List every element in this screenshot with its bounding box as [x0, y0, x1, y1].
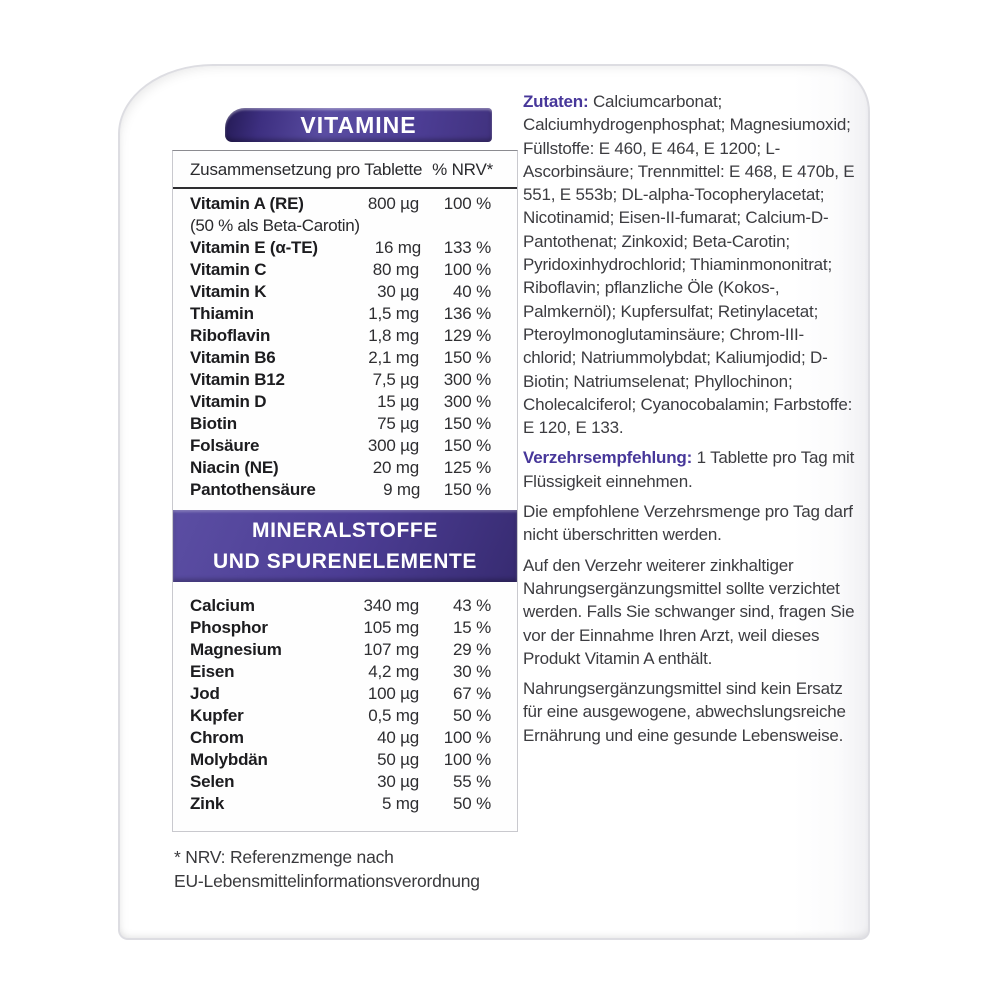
row-nrv: 150 %: [443, 414, 491, 433]
row-label: Vitamin D: [190, 392, 267, 411]
table-row: [190, 347, 491, 369]
table-row: [190, 413, 491, 435]
row-nrv: 100 %: [443, 750, 491, 769]
row-nrv: 133 %: [443, 238, 491, 257]
table-row: [190, 303, 491, 325]
nrv-footnote-line1: * NRV: Referenzmenge nach: [174, 847, 394, 867]
nrv-footnote: [174, 845, 534, 893]
row-amount: 30 µg: [377, 282, 419, 301]
row-nrv: 29 %: [453, 640, 491, 659]
row-label: Eisen: [190, 662, 235, 681]
row-nrv: 300 %: [443, 392, 491, 411]
table-header-composition: Zusammensetzung pro Tablette: [190, 160, 423, 179]
row-label: Folsäure: [190, 436, 260, 455]
table-row: [190, 639, 491, 661]
table-row: [190, 457, 491, 479]
table-row: [190, 705, 491, 727]
row-nrv: 50 %: [453, 706, 491, 725]
table-row: [190, 369, 491, 391]
row-amount: 100 µg: [367, 684, 419, 703]
row-amount: 300 µg: [367, 436, 419, 455]
row-amount: 340 mg: [363, 596, 419, 615]
advisory-paragraphs: [523, 500, 857, 747]
row-amount: 75 µg: [377, 414, 419, 433]
table-row: [190, 391, 491, 413]
table-header-nrv: % NRV*: [432, 160, 493, 179]
row-label: Phosphor: [190, 618, 268, 637]
row-amount: 30 µg: [377, 772, 419, 791]
minerals-banner-line2: UND SPURENELEMENTE: [213, 550, 477, 573]
row-nrv: 100 %: [443, 194, 491, 213]
dosage-paragraph: [523, 446, 857, 493]
row-label: Selen: [190, 772, 235, 791]
row-nrv: 150 %: [443, 436, 491, 455]
row-amount: 2,1 mg: [368, 348, 419, 367]
row-nrv: 100 %: [443, 260, 491, 279]
row-label: Magnesium: [190, 640, 282, 659]
table-row: [190, 749, 491, 771]
vitamins-banner-title: VITAMINE: [300, 111, 417, 138]
row-nrv: 50 %: [453, 794, 491, 813]
row-amount: 40 µg: [377, 728, 419, 747]
table-row: [190, 479, 491, 501]
row-nrv: 150 %: [443, 480, 491, 499]
nutrient-table: [172, 150, 518, 832]
info-column: [523, 90, 857, 754]
row-nrv: 150 %: [443, 348, 491, 367]
row-label: Vitamin C: [190, 260, 267, 279]
row-label: Riboflavin: [190, 326, 271, 345]
row-amount: 107 mg: [363, 640, 419, 659]
nrv-footnote-line2: EU-Lebensmittelinformationsverordnung: [174, 871, 480, 891]
ingredients-paragraph: [523, 90, 857, 439]
table-row: [190, 771, 491, 793]
row-amount: 16 mg: [374, 238, 421, 257]
row-nrv: 100 %: [443, 728, 491, 747]
row-nrv: 40 %: [453, 282, 491, 301]
info-paragraph: Auf den Verzehr weiterer zinkhaltiger Nahrungsergänzungsmittel sollte verzichtet werden. Falls Sie schwanger sind, fragen Sie vor der Einnahme Ihren Arzt, weil dieses Produkt Vitamin A enthält.: [523, 555, 855, 668]
row-label: Kupfer: [190, 706, 244, 725]
table-row: [190, 435, 491, 457]
table-row: [190, 793, 491, 815]
table-row: [190, 595, 491, 617]
row-amount: 7,5 µg: [372, 370, 419, 389]
table-header: [173, 151, 517, 189]
table-row: [190, 281, 491, 303]
dosage-text: 1 Tablette pro Tag mit Flüssigkeit einnehmen.: [523, 448, 855, 491]
table-row: [190, 683, 491, 705]
row-nrv: 125 %: [443, 458, 491, 477]
row-label: Vitamin K: [190, 282, 267, 301]
row-label: Molybdän: [190, 750, 268, 769]
row-amount: 80 mg: [372, 260, 419, 279]
row-amount: 50 µg: [377, 750, 419, 769]
row-nrv: 67 %: [453, 684, 491, 703]
ingredients-label: Zutaten:: [523, 92, 589, 111]
info-paragraph: Die empfohlene Verzehrsmenge pro Tag darf nicht überschritten werden.: [523, 502, 853, 545]
row-amount: 1,5 mg: [368, 304, 419, 323]
row-nrv: 43 %: [453, 596, 491, 615]
row-label: Vitamin A (RE): [190, 194, 304, 213]
row-nrv: 129 %: [443, 326, 491, 345]
row-label: Biotin: [190, 414, 237, 433]
row-label: Vitamin B6: [190, 348, 276, 367]
minerals-table-body: [173, 582, 517, 815]
table-row: [190, 237, 491, 259]
table-row: [190, 661, 491, 683]
row-label: Chrom: [190, 728, 244, 747]
row-amount: 800 µg: [367, 194, 419, 213]
row-amount: 0,5 mg: [368, 706, 419, 725]
ingredients-text: Calciumcarbonat; Calciumhydrogenphosphat; Magnesiumoxid; Füllstoffe: E 460, E 464, E 1200; L-Ascorbinsäure; Trennmittel: E 468, E 470b, E 551, E 553b; DL-alpha-Tocopherylacetat; Nicotinamid; Eisen-II-fumarat; Calcium-D-Pantothenat; Zinkoxid; Beta-Carotin; Pyridoxinhydrochlorid; Thiaminmononitrat; Riboflavin; pflanzliche Öle (Kokos-, Palmkernöl); Kupfersulfat; Retinylacetat; Pteroylmonoglutaminsäure; Chrom-III-chlorid; Natriummolybdat; Kaliumjodid; D-Biotin; Natriumselenat; Phyllochinon; Cholecalciferol; Cyanocobalamin; Farbstoffe: E 120, E 133.: [523, 92, 855, 438]
row-label: Thiamin: [190, 304, 254, 323]
row-label: Vitamin E (α-TE): [190, 238, 318, 257]
row-nrv: 30 %: [453, 662, 491, 681]
row-amount: 5 mg: [382, 794, 419, 813]
info-paragraph: Nahrungsergänzungsmittel sind kein Ersatz für eine ausgewogene, abwechslungsreiche Ernährung und eine gesunde Lebensweise.: [523, 679, 846, 745]
row-subnote: (50 % als Beta-Carotin): [190, 216, 360, 235]
vitamins-banner: [225, 108, 492, 142]
row-amount: 9 mg: [383, 480, 421, 499]
row-nrv: 15 %: [453, 618, 491, 637]
table-row: [190, 325, 491, 347]
table-row: [190, 727, 491, 749]
vitamins-table-body: [173, 189, 517, 501]
table-row: [190, 259, 491, 281]
row-label: Vitamin B12: [190, 370, 285, 389]
minerals-banner: [173, 510, 517, 582]
row-nrv: 300 %: [443, 370, 491, 389]
row-nrv: 55 %: [453, 772, 491, 791]
row-label: Niacin (NE): [190, 458, 279, 477]
dosage-label: Verzehrsempfehlung:: [523, 448, 693, 468]
row-label: Zink: [190, 794, 225, 813]
row-label: Pantothensäure: [190, 480, 316, 499]
row-amount: 4,2 mg: [368, 662, 419, 681]
table-row: [190, 617, 491, 639]
row-amount: 15 µg: [377, 392, 419, 411]
minerals-banner-line1: MINERALSTOFFE: [252, 519, 438, 542]
row-label: Calcium: [190, 596, 255, 615]
row-label: Jod: [190, 684, 220, 703]
row-amount: 105 mg: [363, 618, 419, 637]
row-nrv: 136 %: [443, 304, 491, 323]
table-row: [190, 193, 491, 215]
row-amount: 1,8 mg: [368, 326, 419, 345]
row-amount: 20 mg: [372, 458, 419, 477]
